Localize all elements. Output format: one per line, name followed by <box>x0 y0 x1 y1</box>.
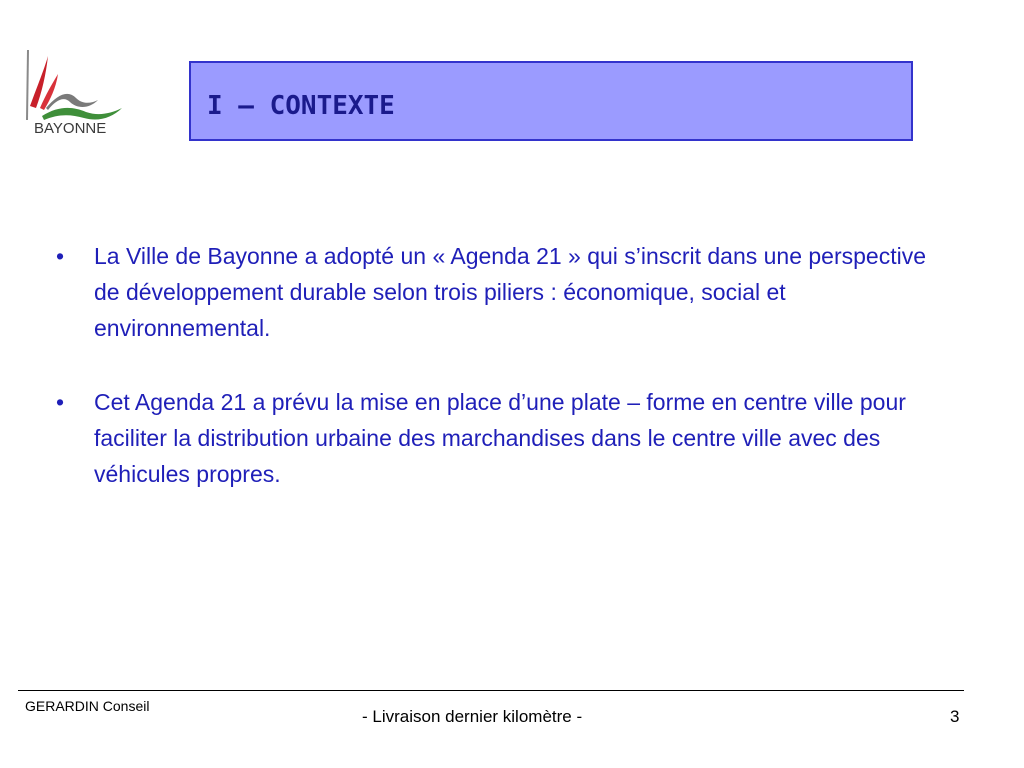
title-banner <box>189 61 913 141</box>
footer-subtitle: - Livraison dernier kilomètre - <box>362 707 583 726</box>
bullet-icon: • <box>56 389 65 415</box>
bayonne-logo-icon <box>18 44 143 124</box>
footer-company: GERARDIN Conseil <box>25 698 150 714</box>
bullet-item <box>56 238 956 346</box>
bullet-item <box>56 384 956 492</box>
page-number: 3 <box>950 707 960 726</box>
bayonne-logo <box>18 44 143 144</box>
logo-text: BAYONNE <box>34 120 107 137</box>
bullet-text: La Ville de Bayonne a adopté un « Agenda 21 » qui s’inscrit dans une perspective de développement durable selon trois piliers : économique, social et environnemental. <box>94 243 927 341</box>
bullet-list <box>56 238 956 530</box>
bullet-icon: • <box>56 243 65 269</box>
slide-title: I – CONTEXTE <box>207 91 395 121</box>
footer-divider <box>18 690 964 691</box>
bullet-text: Cet Agenda 21 a prévu la mise en place d’une plate – forme en centre ville pour faciliter la distribution urbaine des marchandises dans le centre ville avec des véhicules propres. <box>94 389 906 487</box>
